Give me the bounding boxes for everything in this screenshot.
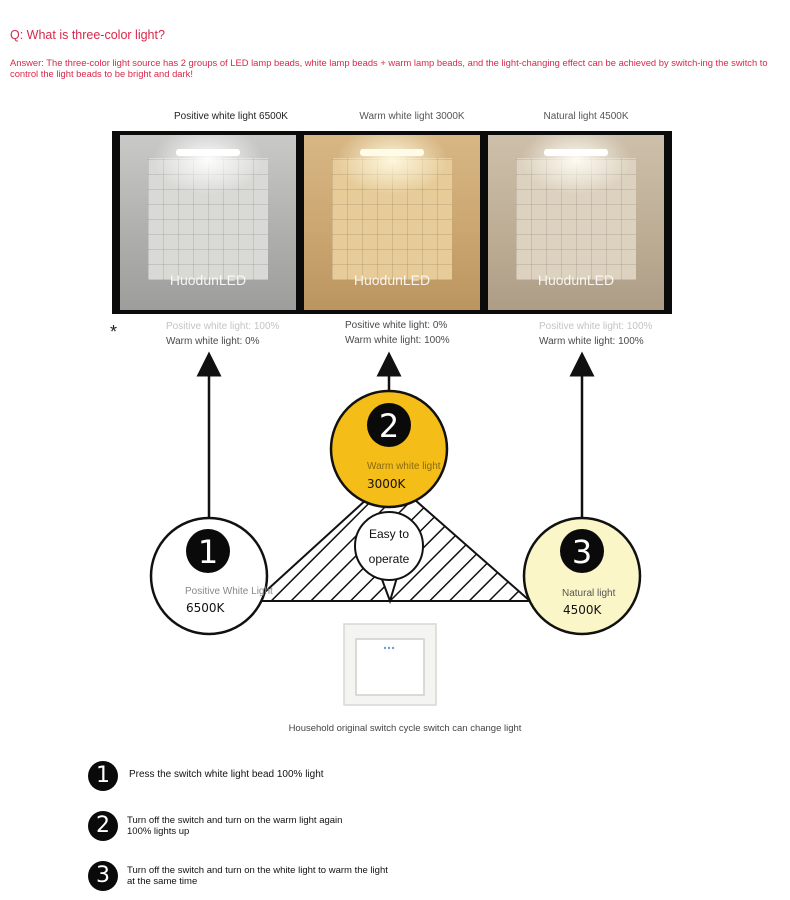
question-heading: Q: What is three-color light? (10, 28, 165, 42)
brand-watermark: HuodunLED (169, 272, 247, 288)
warm-percentage: Warm white light: 100% (539, 336, 644, 347)
step-line: Turn off the switch and turn on the white light to warm the light (127, 865, 388, 876)
warm-percentage: Warm white light: 0% (166, 336, 260, 347)
answer-text: Answer: The three-color light source has 2 groups of LED lamp beads, white lamp beads + warm lamp beads, and the light-changing effect can be achieved by switch-ing the switch to control the light beads to be bright and dark! (10, 57, 768, 79)
bubble-line-2: operate (368, 552, 410, 566)
switch-caption: Household original switch cycle switch can change light (288, 723, 522, 734)
brand-watermark: HuodunLED (353, 272, 431, 288)
panel-title-warm: Warm white light 3000K (359, 111, 465, 122)
step-badge-1: 1 (88, 761, 118, 791)
step-line: Press the switch white light bead 100% light (129, 769, 324, 780)
step-line: at the same time (127, 876, 198, 887)
bubble-line-1: Easy to (368, 527, 410, 541)
white-percentage: Positive white light: 0% (345, 320, 448, 331)
mode-temperature: 3000K (367, 477, 406, 491)
step-text-3 (127, 865, 388, 887)
step-text-2 (127, 815, 342, 837)
mode-temperature: 4500K (563, 603, 602, 617)
step-line: Turn off the switch and turn on the warm light again (127, 815, 343, 826)
step-badge-3: 3 (88, 861, 118, 891)
white-percentage: Positive white light: 100% (539, 321, 653, 332)
white-percentage: Positive white light: 100% (166, 321, 280, 332)
panel-title-white: Positive white light 6500K (174, 111, 288, 122)
mode-badge-number: 3 (571, 533, 593, 571)
step-line: 100% lights up (127, 826, 190, 837)
easy-to-operate-bubble (355, 512, 423, 580)
mode-temperature: 6500K (186, 601, 225, 615)
brand-watermark: HuodunLED (537, 272, 615, 288)
mode-name: Warm white light (367, 461, 441, 472)
panel-title-natural: Natural light 4500K (543, 111, 629, 122)
mode-name: Natural light (562, 588, 616, 599)
mode-badge-number: 2 (378, 407, 400, 445)
step-badge-2: 2 (88, 811, 118, 841)
warm-percentage: Warm white light: 100% (345, 335, 450, 346)
step-text-1 (129, 769, 324, 780)
mode-badge-number: 1 (197, 533, 219, 571)
asterisk-mark: * (110, 322, 118, 342)
mode-name: Positive White Light (185, 586, 273, 597)
